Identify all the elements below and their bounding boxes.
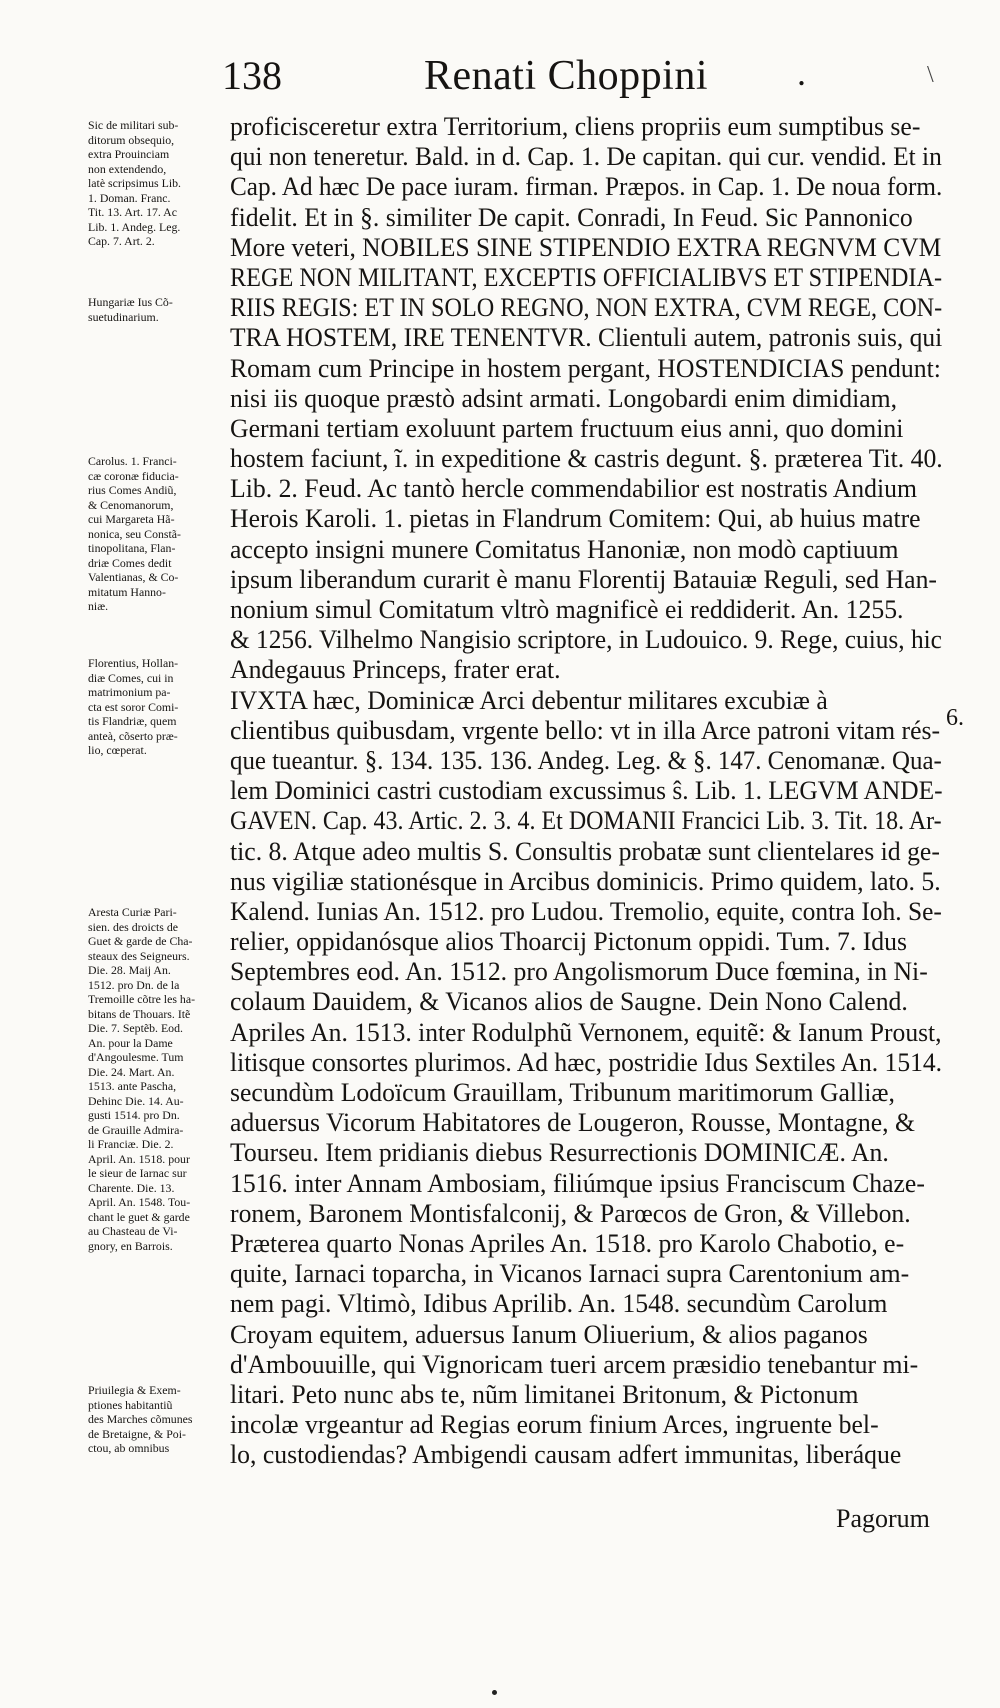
text-line: Romam cum Principe in hostem pergant, HOSTENDICIAS pendunt: [230, 353, 941, 383]
ink-dot [492, 1690, 497, 1695]
margin-note-line: Die. 28. Maij An. [88, 963, 171, 977]
text-line: secundùm Lodoïcum Grauillam, Tribunum maritimorum Galliæ, [230, 1078, 895, 1107]
text-line: proficisceretur extra Territorium, cliens propriis eum sumptibus se- [230, 112, 921, 141]
text-line: nonium simul Comitatum vltrò magnificè ei reddiderit. An. 1255. [230, 595, 904, 624]
margin-note-line: Florentius, Hollan- [88, 656, 179, 670]
text-line: 1516. inter Annam Ambosiam, filiúmque ipsius Franciscum Chaze- [230, 1168, 925, 1198]
margin-note [88, 295, 228, 324]
margin-note-line: li Franciæ. Die. 2. [88, 1137, 174, 1151]
margin-note-line: des Marches cõmunes [88, 1412, 193, 1426]
margin-note-line: Die. 7. Septẽb. Eod. [88, 1021, 183, 1035]
text-line: More veteri, NOBILES SINE STIPENDIO EXTRA REGNVM CVM [230, 232, 942, 262]
text-line: Cap. Ad hæc De pace iuram. firman. Præpos. in Cap. 1. De noua form. [230, 172, 943, 202]
margin-note-line: Hungariæ Ius Cõ- [88, 295, 173, 309]
margin-note [88, 454, 228, 614]
text-line: Tourseu. Item pridianis diebus Resurrectionis DOMINICÆ. An. [230, 1138, 889, 1168]
text-line: nem pagi. Vltimò, Idibus Aprilib. An. 1548. secundùm Carolum [230, 1289, 888, 1319]
text-line: TRA HOSTEM, IRE TENENTVR. Clientuli autem, patronis suis, qui [230, 323, 943, 353]
margin-note-line: gusti 1514. pro Dn. [88, 1108, 180, 1122]
margin-note-line: anteà, cõserto præ- [88, 728, 178, 743]
page-number: 138 [222, 53, 282, 98]
margin-note-line: non extendendo, [88, 161, 167, 176]
text-line: Kalend. Iunias An. 1512. pro Ludou. Tremolio, equite, contra Ioh. Se- [230, 896, 942, 926]
margin-note-line: cæ coronæ fiducia- [88, 468, 179, 483]
margin-note-line: tinopolitana, Flan- [88, 541, 176, 555]
margin-note-line: suetudinarium. [88, 309, 159, 324]
text-line: lo, custodiendas? Ambigendi causam adfert immunitas, liberáque [230, 1440, 902, 1470]
text-line: relier, oppidanósque alios Thoarcij Pictonum oppidi. Tum. 7. Idus [230, 927, 908, 957]
text-line: RIIS REGIS: ET IN SOLO REGNO, NON EXTRA, CVM REGE, CON- [230, 293, 943, 323]
section-mark: 6. [946, 705, 964, 731]
text-line: Apriles An. 1513. inter Rodulphũ Vernonem, equitẽ: & Ianum Proust, [230, 1017, 942, 1047]
margin-note-line: de Bretaigne, & Poi- [88, 1426, 186, 1441]
running-title: Renati Choppini [424, 53, 708, 99]
text-line: Germani tertiam exoluunt partem fructuum eius anni, quo domini [230, 413, 904, 443]
margin-note-line: Priuilegia & Exem- [88, 1383, 181, 1397]
text-line: GAVEN. Cap. 43. Artic. 2. 3. 4. Et DOMANII Francici Lib. 3. Tit. 18. Ar- [230, 806, 942, 836]
text-line: nus vigiliæ stationésque in Arcibus dominicis. Primo quidem, lato. 5. [230, 866, 941, 896]
margin-note-line: Valentianas, & Co- [88, 570, 179, 584]
margin-note-line: diæ Comes, cui in [88, 670, 174, 685]
margin-note-line: nonica, seu Constã- [88, 526, 181, 541]
margin-note-line: Carolus. 1. Franci- [88, 454, 177, 468]
margin-note-line: April. An. 1518. pour [88, 1151, 190, 1166]
margin-note-line: cta est soror Comi- [88, 699, 179, 714]
text-line: hostem faciunt, ĩ. in expeditione & castris degunt. §. præterea Tit. 40. [230, 444, 943, 474]
margin-note-line: ctou, ab omnibus [88, 1441, 170, 1455]
margin-note-line: tis Flandriæ, quem [88, 714, 177, 728]
margin-note-line: gnory, en Barrois. [88, 1238, 173, 1253]
text-line: nisi iis quoque præstò adsint armati. Longobardi enim dimidiam, [230, 383, 898, 413]
margin-note-line: steaux des Seigneurs. [88, 948, 190, 963]
text-line: fidelit. Et in §. similiter De capit. Conradi, In Feud. Sic Pannonico [230, 202, 913, 232]
margin-note-line: sien. des droicts de [88, 919, 179, 934]
margin-note-line: 1. Doman. Franc. [88, 190, 171, 205]
text-line: Lib. 2. Feud. Ac tantò hercle commendabilior est nostratis Andium [230, 474, 918, 504]
margin-note-line: latè scripsimus Lib. [88, 176, 182, 190]
margin-note-line: le sieur de Iarnac sur [88, 1166, 187, 1180]
text-line: aduersus Vicorum Habitatores de Lougeron, Rousse, Montagne, & [230, 1108, 915, 1138]
margin-note-line: rius Comes Andiũ, [88, 483, 177, 497]
margin-note-line: bitans de Thouars. Itẽ [88, 1006, 191, 1021]
margin-note-line: Tit. 13. Art. 17. Ac [88, 205, 177, 219]
margin-note-line: 1513. ante Pascha, [88, 1079, 177, 1093]
margin-note [88, 905, 228, 1253]
text-line: clientibus quibusdam, vrgente bello: vt in illa Arce patroni vitam rés- [230, 715, 941, 745]
margin-note-line: niæ. [88, 599, 109, 613]
margin-note-line: Sic de militari sub- [88, 118, 179, 132]
margin-note-line: Die. 24. Mart. An. [88, 1064, 175, 1079]
text-line: & 1256. Vilhelmo Nangisio scriptore, in Ludouico. 9. Rege, cuius, hic [230, 625, 942, 655]
margin-note-line: Dehinc Die. 14. Au- [88, 1093, 184, 1108]
text-line: Septembres eod. An. 1512. pro Angolismorum Duce fœmina, in Ni- [230, 957, 928, 987]
margin-note-line: Guet & garde de Cha- [88, 934, 193, 948]
margin-note-line: Lib. 1. Andeg. Leg. [88, 219, 181, 234]
margin-note-line: & Cenomanorum, [88, 497, 174, 512]
margin-note-line: Cap. 7. Art. 2. [88, 234, 155, 248]
margin-note-line: d'Angoulesme. Tum [88, 1050, 184, 1064]
running-head-mark: . [797, 53, 806, 93]
catchword: Pagorum [836, 1504, 930, 1533]
text-line: tic. 8. Atque adeo multis S. Consultis probatæ sunt clientelares id ge- [230, 836, 940, 866]
text-line: Andegauus Princeps, frater erat. [230, 655, 561, 685]
margin-note-line: au Chasteau de Vi- [88, 1224, 178, 1238]
text-line: REGE NON MILITANT, EXCEPTIS OFFICIALIBVS ET STIPENDIA- [230, 262, 943, 292]
margin-note-line: April. An. 1548. Tou- [88, 1195, 191, 1209]
margin-note-line: 1512. pro Dn. de la [88, 977, 180, 992]
margin-note-line: matrimonium pa- [88, 685, 171, 699]
margin-note-line: Tremoille cõtre les ha- [88, 992, 196, 1006]
text-line: incolæ vrgeantur ad Regias eorum finium Arces, ingruente bel- [230, 1410, 879, 1440]
text-line: Herois Karoli. 1. pietas in Flandrum Comitem: Qui, ab huius matre [230, 504, 921, 534]
margin-note [88, 118, 228, 249]
margin-note [88, 656, 228, 758]
text-line: accepto insigni munere Comitatus Hanoniæ, non modò captiuum [230, 534, 899, 564]
margin-note-line: lio, cœperat. [88, 743, 147, 757]
text-line: que tueantur. §. 134. 135. 136. Andeg. Leg. & §. 147. Cenomanæ. Qua- [230, 745, 942, 775]
margin-note-line: ptiones habitantiũ [88, 1397, 173, 1412]
text-line: Præterea quarto Nonas Apriles An. 1518. pro Karolo Chabotio, e- [230, 1228, 905, 1258]
text-line: lem Dominici castri custodiam excussimus ŝ. Lib. 1. LEGVM ANDE- [230, 776, 943, 806]
text-line: colaum Dauidem, & Vicanos alios de Saugne. Dein Nono Calend. [230, 987, 908, 1017]
text-line: litisque consortes plurimos. Ad hæc, postridie Idus Sextiles An. 1514. [230, 1047, 943, 1077]
text-line: d'Ambouuille, qui Vignoricam tueri arcem præsidio tenebantur mi- [230, 1349, 919, 1379]
margin-note-line: driæ Comes dedit [88, 555, 172, 570]
text-line: quite, Iarnaci toparcha, in Vicanos Iarnaci supra Carentonium am- [230, 1259, 910, 1289]
running-head [222, 52, 934, 112]
margin-note-line: Charente. Die. 13. [88, 1180, 175, 1195]
margin-note-line: de Grauille Admira- [88, 1122, 184, 1137]
text-line: litari. Peto nunc abs te, nũm limitanei Britonum, & Pictonum [230, 1379, 859, 1409]
margin-note-line: cui Margareta Hã- [88, 512, 175, 526]
margin-note-line: An. pour la Dame [88, 1035, 173, 1050]
text-line: ipsum liberandum curarit è manu Florentij Batauiæ Reguli, sed Han- [230, 564, 937, 594]
margin-note-line: Aresta Curiæ Pari- [88, 905, 177, 919]
corner-mark: \ [927, 62, 934, 88]
text-line: Croyam equitem, aduersus Ianum Oliuerium, & alios paganos [230, 1319, 868, 1349]
margin-note-line: extra Prouinciam [88, 147, 170, 161]
text-line: ronem, Baronem Montisfalconij, & Parœcos de Gron, & Villebon. [230, 1198, 911, 1228]
margin-note-line: ditorum obsequio, [88, 132, 175, 147]
margin-note-line: mitatum Hanno- [88, 584, 166, 599]
margin-note-line: chant le guet & garde [88, 1209, 190, 1224]
text-line: qui non teneretur. Bald. in d. Cap. 1. De capitan. qui cur. vendid. Et in [230, 142, 942, 172]
paragraph-opening-line: IVXTA hæc, Dominicæ Arci debentur militares excubiæ à [230, 685, 828, 715]
main-text [230, 112, 950, 1470]
margin-note [88, 1383, 228, 1456]
